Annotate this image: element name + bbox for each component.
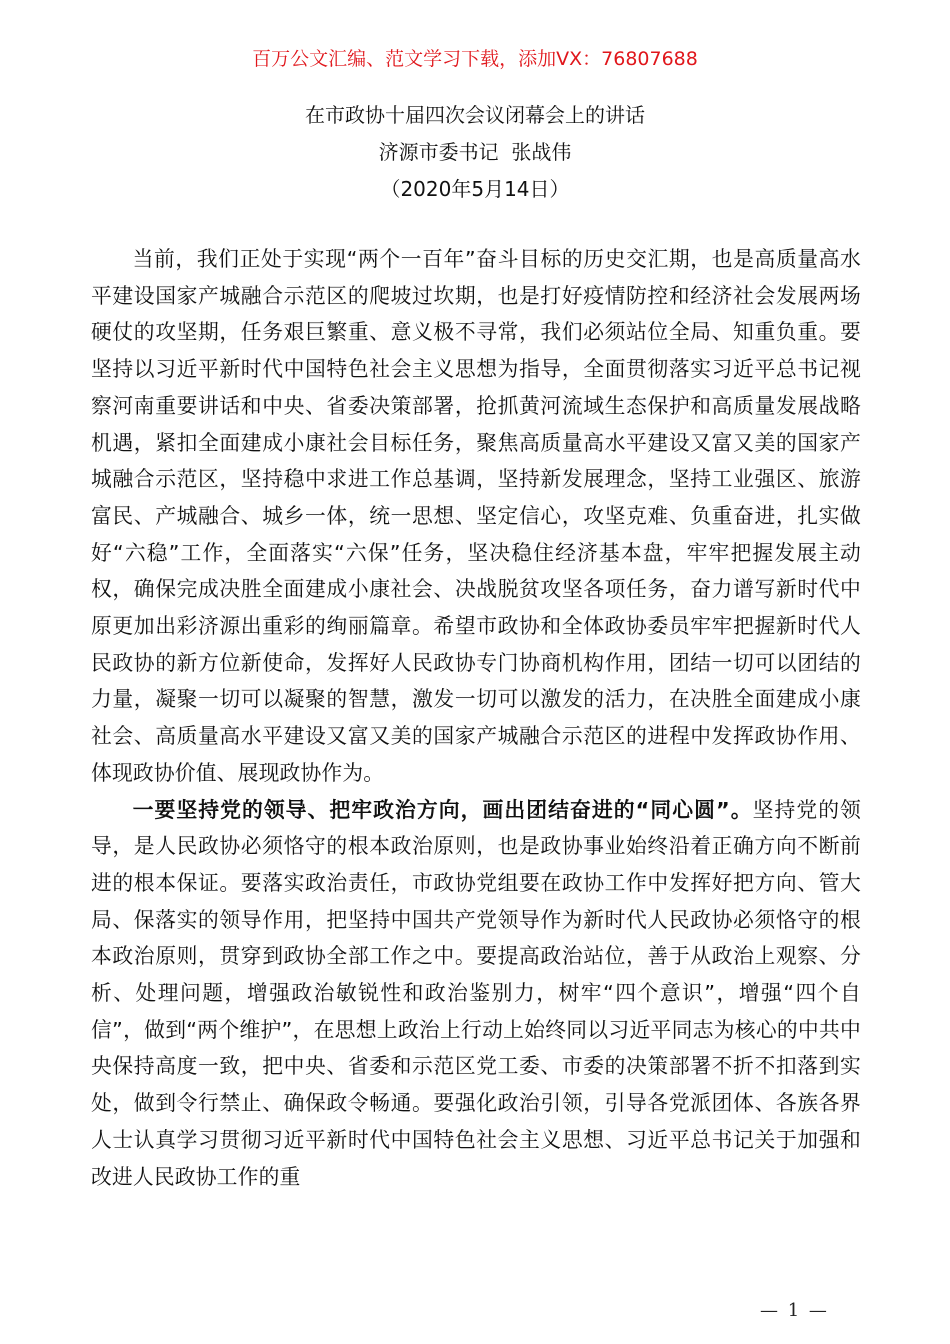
paragraph-intro: 当前，我们正处于实现“两个一百年”奋斗目标的历史交汇期，也是高质量高水平建设国家产城融合示范区的爬坡过坎期，也是打好疫情防控和经济社会发展两场硬仗的攻坚期，任务艰巨繁重、意义极不寻常，我们必须站位全局、知重负重。要坚持以习近平新时代中国特色社会主义思想为指导，全面贯彻落实习近平总书记视察河南重要讲话和中央、省委决策部署，抢抓黄河流域生态保护和高质量发展战略机遇，紧扣全面建成小康社会目标任务，聚焦高质量高水平建设又富又美的国家产城融合示范区，坚持稳中求进工作总基调，坚持新发展理念，坚持工业强区、旅游富民、产城融合、城乡一体，统一思想、坚定信心，攻坚克难、负重奋进，扎实做好“六稳”工作，全面落实“六保”任务，坚决稳住经济基本盘，牢牢把握发展主动权，确保完成决胜全面建成小康社会、决战脱贫攻坚各项任务，奋力谱写新时代中原更加出彩济源出重彩的绚丽篇章。希望市政协和全体政协委员牢牢把握新时代人民政协的新方位新使命，发挥好人民政协专门协商机构作用，团结一切可以团结的力量，凝聚一切可以凝聚的智慧，激发一切可以激发的活力，在决胜全面建成小康社会、高质量高水平建设又富又美的国家产城融合示范区的进程中发挥政协作用、体现政协价值、展现政协作为。 — [91, 247, 861, 785]
page-number: — 1 — — [760, 1300, 829, 1321]
document-header — [0, 97, 950, 208]
section-1-heading: 一要坚持党的领导、把牢政治方向，画出团结奋进的“同心圆”。 — [132, 797, 753, 822]
paragraph-section-1 — [91, 792, 861, 1196]
promo-banner: 百万公文汇编、范文学习下载，添加VX：76807688 — [252, 48, 698, 70]
section-1-text: 坚持党的领导，是人民政协必须恪守的根本政治原则，也是政协事业始终沿着正确方向不断前进的根本保证。要落实政治责任，市政协党组要在政协工作中发挥好把方向、管大局、保落实的领导作用，把坚持中国共产党领导作为新时代人民政协必须恪守的根本政治原则，贯穿到政协全部工作之中。要提高政治站位，善于从政治上观察、分析、处理问题，增强政治敏锐性和政治鉴别力，树牢“四个意识”，增强“四个自信”，做到“两个维护”，在思想上政治上行动上始终同以习近平同志为核心的中共中央保持高度一致，把中央、省委和示范区党工委、市委的决策部署不折不扣落到实处，做到令行禁止、确保政令畅通。要强化政治引领，引导各党派团体、各族各界人士认真学习贯彻习近平新时代中国特色社会主义思想、习近平总书记关于加强和改进人民政协工作的重 — [91, 797, 862, 1189]
document-author: 济源市委书记 张战伟 — [378, 140, 572, 164]
document-title: 在市政协十届四次会议闭幕会上的讲话 — [305, 103, 645, 127]
document-date: （2020年5月14日） — [380, 177, 570, 201]
document-body — [91, 241, 861, 1195]
